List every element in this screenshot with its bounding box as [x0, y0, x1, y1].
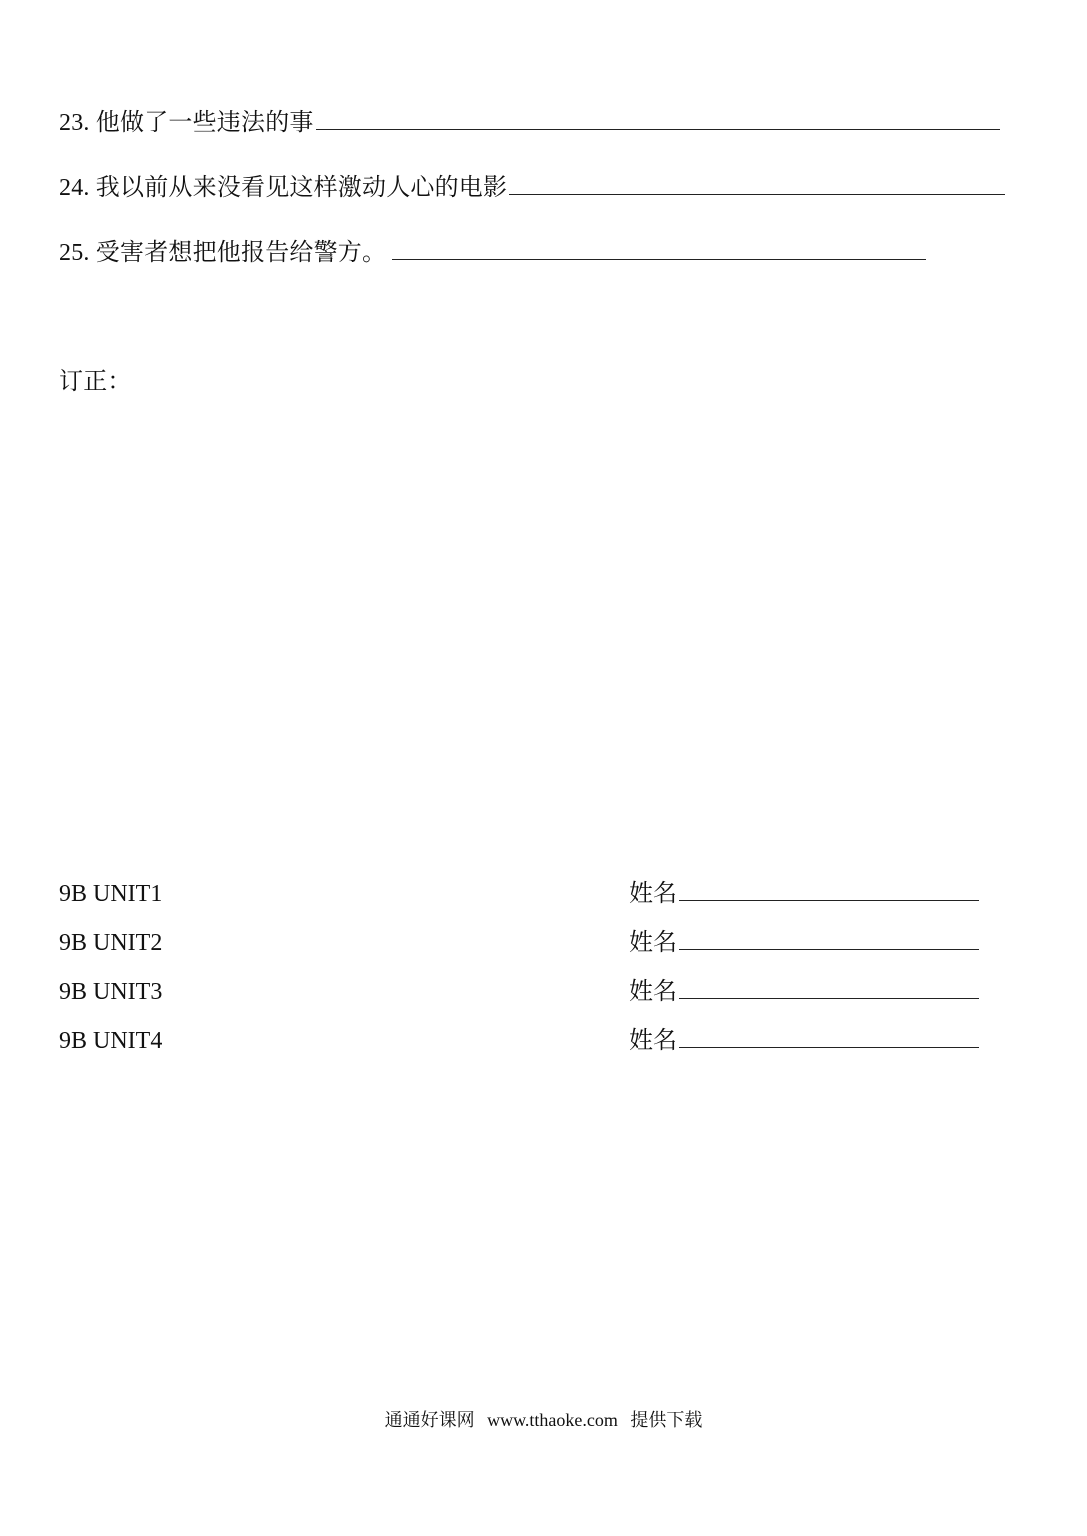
name-blank-1[interactable] [679, 882, 979, 901]
correction-label: 订正： [59, 369, 132, 395]
unit-row-4 [59, 1026, 999, 1056]
answer-blank-25[interactable] [392, 241, 926, 260]
question-25 [59, 238, 926, 268]
unit-label-1: 9B UNIT1 [59, 881, 163, 907]
unit-label-2: 9B UNIT2 [59, 930, 163, 956]
question-24-text: 24. 我以前从来没看见这样激动人心的电影 [59, 175, 508, 201]
name-field-2 [629, 928, 979, 958]
answer-blank-24[interactable] [509, 176, 1005, 195]
question-23 [59, 108, 1000, 138]
name-label-2: 姓名 [629, 930, 677, 956]
name-field-3 [629, 977, 979, 1007]
question-25-text: 25. 受害者想把他报告给警方。 [59, 240, 387, 266]
name-label-3: 姓名 [629, 979, 677, 1005]
footer [0, 1408, 1087, 1432]
footer-site-name: 通通好课网 [384, 1410, 475, 1430]
unit-label-3: 9B UNIT3 [59, 979, 163, 1005]
name-blank-4[interactable] [679, 1029, 979, 1048]
question-24 [59, 173, 1005, 203]
unit-row-1 [59, 879, 999, 909]
name-blank-2[interactable] [679, 931, 979, 950]
name-label-1: 姓名 [629, 881, 677, 907]
name-label-4: 姓名 [629, 1028, 677, 1054]
question-23-text: 23. 他做了一些违法的事 [59, 110, 314, 136]
unit-row-3 [59, 977, 999, 1007]
unit-label-4: 9B UNIT4 [59, 1028, 163, 1054]
footer-note: 提供下载 [630, 1410, 703, 1430]
unit-row-2 [59, 928, 999, 958]
answer-blank-23[interactable] [316, 111, 1000, 130]
name-field-1 [629, 879, 979, 909]
name-field-4 [629, 1026, 979, 1056]
footer-url[interactable]: www.tthaoke.com [487, 1410, 618, 1430]
name-blank-3[interactable] [679, 980, 979, 999]
